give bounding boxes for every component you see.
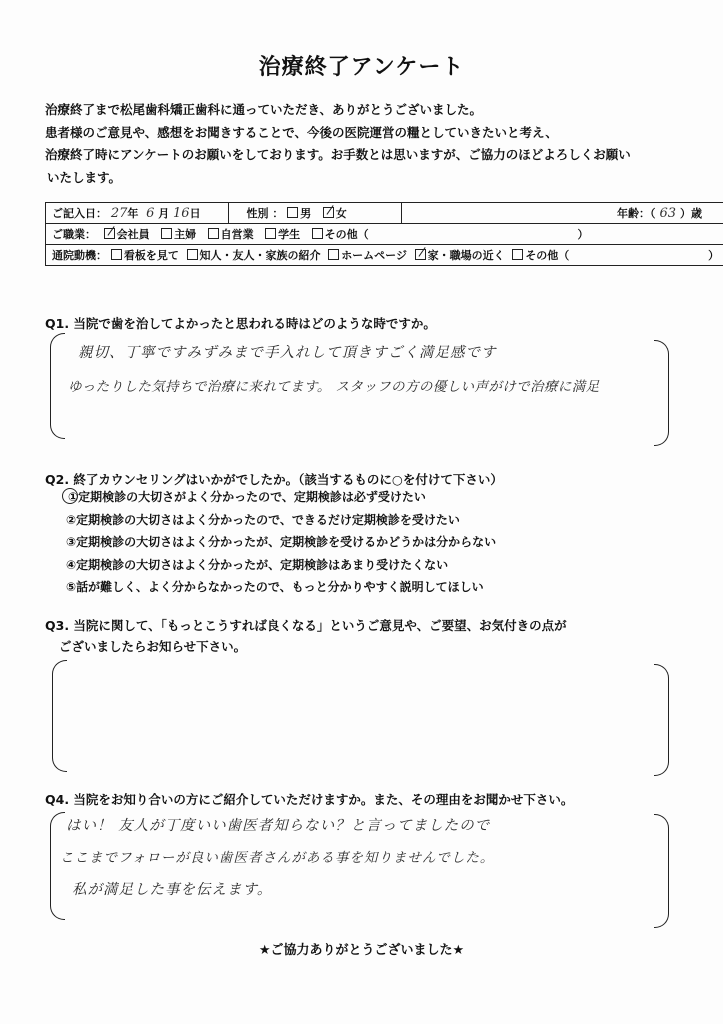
q2-option[interactable]: ②定期検診の大切さはよく分かったので、できるだけ定期検診を受けたい [66,512,460,527]
gender-male-checkbox[interactable] [287,207,298,218]
occupation-option: その他（ [324,228,369,241]
q2-question: Q2. 終了カウンセリングはいかがでしたか。（該当するものに○を付けて下さい） [45,472,503,487]
motive-checkbox-other[interactable] [512,249,523,260]
q4-bracket-right [654,814,669,928]
gender-female-label: 女 [335,207,347,220]
motive-checkbox-signboard[interactable] [111,249,122,260]
motive-option: 知人・友人・家族の紹介 [199,249,321,262]
intro-line: いたします。 [47,169,122,185]
date-month[interactable]: 6 [146,206,155,221]
occupation-label: ご職業： [52,228,96,241]
year-unit: 年 [127,207,139,220]
q2-options [66,486,496,599]
q4-answer-line[interactable]: 私が満足した事を伝えます。 [72,882,273,898]
gender-label: 性別 ： [246,207,284,220]
q3-bracket-right [654,664,669,776]
q4-bracket-left [50,812,65,920]
q3-question-line: Q3. 当院に関して、「もっとこうすれば良くなる」というご意見や、ご要望、お気付きの点が [45,618,567,633]
motive-checkbox-nearby[interactable] [415,249,426,260]
gender-cell [229,203,402,224]
age-value[interactable]: 63 [659,206,677,221]
q1-question: Q1. 当院で歯を治してよかったと思われる時はどのような時ですか。 [45,316,436,331]
occupation-checkbox-student[interactable] [265,228,276,239]
q3-question-line: ございましたらお知らせ下さい。 [59,639,247,654]
motive-option: ホームページ [341,249,407,262]
date-day[interactable]: 16 [173,206,190,221]
intro-line: 治療終了まで松尾歯科矯正歯科に通っていただき、ありがとうございました。 [45,102,483,117]
occupation-checkbox-company[interactable] [104,228,115,239]
q2-option[interactable]: ⑤話が難しく、よく分からなかったので、もっと分かりやすく説明してほしい [66,580,484,594]
q2-option[interactable]: ④定期検診の大切さはよく分かったが、定期検診はあまり受けたくない [66,557,449,572]
month-unit: 月 [158,207,170,220]
occupation-close: ） [577,228,589,241]
gender-female-checkbox[interactable] [323,207,334,218]
q4-answer-line[interactable]: はい！ 友人が丁度いい歯医者知らない？と言ってましたので [66,818,491,834]
occupation-row [46,224,723,245]
occupation-option: 会社員 [116,228,150,241]
q4-question: Q4. 当院をお知り合いの方にご紹介していただけますか。また、その理由をお聞かせ下さい。 [45,792,574,807]
q1-answer-line[interactable]: ゆったりした気持ちで治療に来れてます。 スタッフの方の優しい声がけで治療に満足 [68,379,600,395]
date-cell [46,203,229,224]
date-year[interactable]: 27 [110,206,128,221]
motive-option: 家・職場の近く [427,249,505,262]
occupation-checkbox-selfemployed[interactable] [208,228,219,239]
occupation-option: 自営業 [220,228,254,241]
motive-option: その他（ [525,249,570,262]
q3-bracket-left [52,660,67,772]
age-cell [402,203,723,224]
intro-line: 治療終了時にアンケートのお願いをしております。お手数とは思いますが、ご協力のほどよろしくお願い [45,147,631,162]
motive-option: 看板を見て [123,249,179,262]
occupation-checkbox-other[interactable] [312,228,323,239]
q1-bracket-left [50,333,65,439]
date-label: ご記入日： [52,207,107,220]
q4-answer-line[interactable]: ここまでフォローが良い歯医者さんがある事を知りませんでした。 [60,850,495,866]
day-unit: 日 [189,207,201,220]
q2-option-text: ①定期検診の大切さがよく分かったので、定期検診は必ず受けたい [68,490,426,504]
q2-option[interactable]: ③定期検診の大切さはよく分かったが、定期検診を受けるかどうかは分からない [66,535,497,549]
intro-line: 患者様のご意見や、感想をお聞きすることで、今後の医院運営の糧としていきたいと考え、 [45,124,558,140]
respondent-info-table [45,202,723,266]
intro-text [45,99,685,189]
footer-thanks: ★ご協力ありがとうございました★ [258,943,465,958]
q2-option[interactable] [66,486,496,509]
q1-bracket-right [654,340,669,446]
age-unit: ）歳 [680,207,703,220]
q1-answer-line[interactable]: 親切、丁寧ですみずみまで手入れして頂きすごく満足感です [78,345,497,361]
motive-checkbox-referral[interactable] [187,249,198,260]
age-label: 年齢：（ [617,207,656,220]
motive-close: ） [708,249,720,262]
occupation-checkbox-housewife[interactable] [161,228,172,239]
gender-male-label: 男 [300,207,312,220]
q3-answer-area[interactable] [70,665,650,770]
page-title: 治療終了アンケート [258,55,465,80]
motive-label: 通院動機： [52,249,107,262]
motive-checkbox-homepage[interactable] [328,249,339,260]
motive-row [46,245,723,266]
occupation-option: 学生 [278,228,301,241]
occupation-option: 主婦 [174,228,197,241]
